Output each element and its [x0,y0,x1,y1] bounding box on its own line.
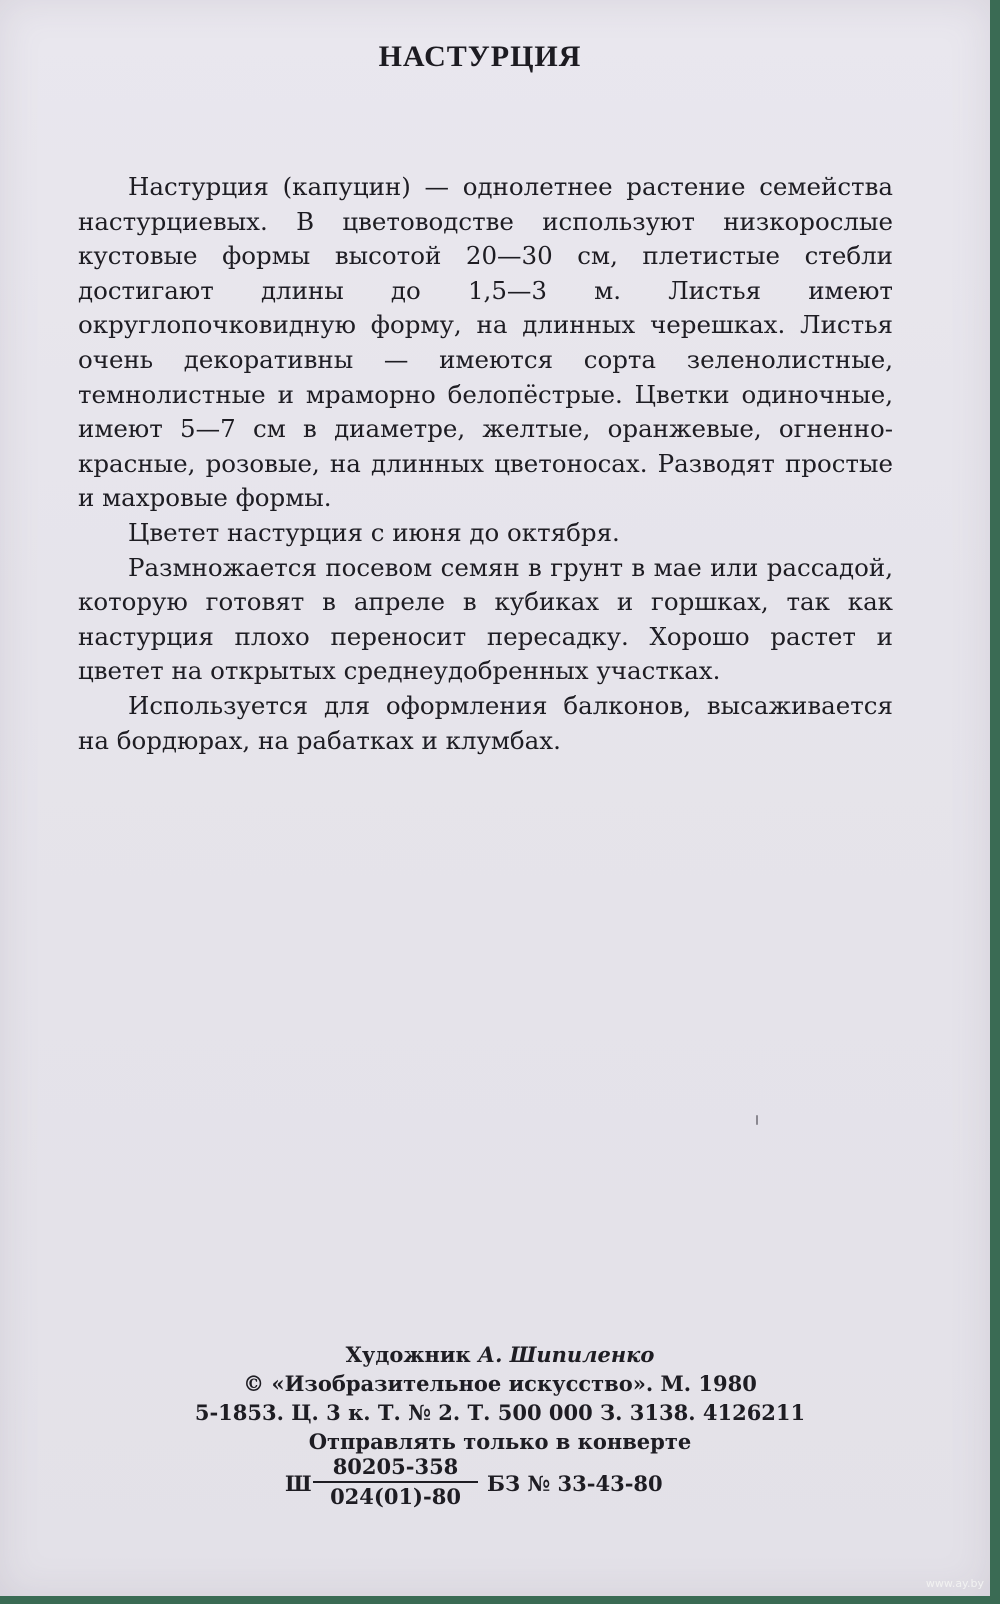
publisher-line: © «Изобразительное искусство». М. 1980 [243,1371,757,1396]
mailing-note: Отправлять только в конверте [308,1429,692,1454]
imprint-block [120,1340,880,1456]
artist-credit [120,1340,880,1369]
print-info-line: 5-1853. Ц. 3 к. Т. № 2. Т. 500 000 З. 3138. 4126211 [194,1400,806,1425]
paper-speck [756,1115,758,1125]
paragraph-bloom-period: Цветет настурция с июня до октября. [128,517,620,547]
paragraph-propagation: Размножается посевом семян в грунт в мае или рассадой, которую готовят в апреле в кубиках и горшках, так как настурция плохо переносит пересадку. Хорошо растет и цветет на открытых среднеудобренных участках. [78,552,893,686]
code-suffix: БЗ № 33-43-80 [487,1471,663,1496]
code-denominator: 024(01)-80 [330,1484,461,1509]
description-text [78,170,893,758]
artist-name: А. Шипиленко [477,1342,655,1367]
site-watermark: www.ay.by [925,1577,984,1590]
code-fraction [313,1455,478,1511]
artist-label: Художник [345,1342,471,1367]
paragraph-usage: Используется для оформления балконов, высаживается на бордюрах, на рабатках и клумбах. [78,690,893,755]
code-numerator: 80205-358 [313,1455,478,1483]
code-prefix: Ш [285,1471,312,1496]
paragraph-description: Настурция (капуцин) — однолетнее растение семейства настурциевых. В цветоводстве используют низкорослые кустовые формы высотой 20—30 см, плетистые стебли достигают длины до 1,5—3 м. Листья имеют округлопочковидную форму, на длинных черешках. Листья очень декоративны — имеются сорта зеленолистные, темнолистные и мраморно белопёстрые. Цветки одиночные, имеют 5—7 см в диаметре, желтые, оранжевые, огненно-красные, розовые, на длинных цветоносах. Разводят простые и махровые формы. [78,172,893,513]
page-title: НАСТУРЦИЯ [378,40,582,73]
